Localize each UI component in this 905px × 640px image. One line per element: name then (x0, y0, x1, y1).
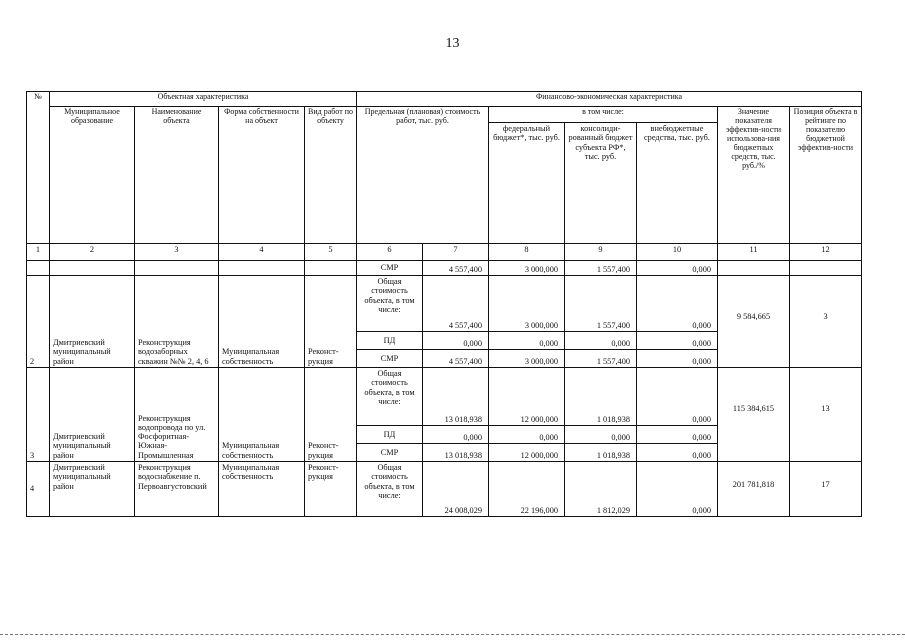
row-number: 3 (27, 368, 50, 462)
col-header-federal: федеральный бюджет*, тыс. руб. (489, 123, 565, 244)
col-header-work-type: Вид работ по объекту (305, 107, 357, 244)
table-row (27, 276, 862, 332)
cost-federal: 3 000,000 (489, 350, 565, 368)
ownership-cell: Муниципальная собственность (219, 276, 305, 368)
column-number: 11 (718, 244, 790, 261)
row-number: 2 (27, 276, 50, 368)
cost-federal: 0,000 (489, 332, 565, 350)
work-type-label: ПД (357, 332, 423, 350)
column-number: 4 (219, 244, 305, 261)
ownership-cell: Муниципальная собственность (219, 462, 305, 517)
cost-total: 13 018,938 (423, 368, 489, 426)
work-type-label: Общая стоимость объекта, в том числе: (357, 368, 423, 426)
work-type-label: СМР (357, 350, 423, 368)
object-name-cell: Реконструкция водоснабжение п. Первоавгустовский (135, 462, 219, 517)
cost-extrabudget: 0,000 (637, 426, 718, 444)
cost-federal: 12 000,000 (489, 444, 565, 462)
work-type-label: СМР (357, 444, 423, 462)
cost-consolidated: 0,000 (565, 332, 637, 350)
column-number: 3 (135, 244, 219, 261)
cost-total: 0,000 (423, 332, 489, 350)
rank-value: 13 (790, 368, 862, 462)
col-header-consolidated: консолиди-рованный бюджет субъекта РФ*, тыс. руб. (565, 123, 637, 244)
cost-extrabudget: 0,000 (637, 332, 718, 350)
column-number: 2 (50, 244, 135, 261)
column-number: 10 (637, 244, 718, 261)
work-type-cell: Реконст-рукция (305, 276, 357, 368)
work-type-label: ПД (357, 426, 423, 444)
table-row (27, 462, 862, 517)
cost-consolidated: 1 557,400 (565, 261, 637, 276)
efficiency-value: 9 584,665 (718, 276, 790, 368)
column-number: 9 (565, 244, 637, 261)
column-number: 7 (423, 244, 489, 261)
group-header-finance: Финансово-экономическая характеристика (357, 92, 862, 107)
work-type-label: СМР (357, 261, 423, 276)
column-number: 5 (305, 244, 357, 261)
cost-federal: 0,000 (489, 426, 565, 444)
cost-consolidated: 1 018,938 (565, 444, 637, 462)
work-type-cell: Реконст-рукция (305, 462, 357, 517)
municipality-cell: Дмитриевский муниципальный район (50, 462, 135, 517)
scan-edge-line (0, 634, 905, 636)
municipality-cell: Дмитриевский муниципальный район (50, 368, 135, 462)
cost-federal: 3 000,000 (489, 276, 565, 332)
object-finance-table (26, 91, 862, 517)
cost-consolidated: 1 557,400 (565, 276, 637, 332)
col-header-ownership: Форма собственности на объект (219, 107, 305, 244)
column-number: 6 (357, 244, 423, 261)
column-number: 12 (790, 244, 862, 261)
rank-value: 3 (790, 276, 862, 368)
col-header-municipality: Муниципальное образование (50, 107, 135, 244)
cost-extrabudget: 0,000 (637, 462, 718, 517)
cost-extrabudget: 0,000 (637, 276, 718, 332)
cost-total: 4 557,400 (423, 350, 489, 368)
object-name-cell: Реконструкция водозаборных скважин №№ 2, 4, 6 (135, 276, 219, 368)
work-type-label: Общая стоимость объекта, в том числе: (357, 462, 423, 517)
col-header-extrabudget: внебюджетные средства, тыс. руб. (637, 123, 718, 244)
work-type-label: Общая стоимость объекта, в том числе: (357, 276, 423, 332)
rank-value: 17 (790, 462, 862, 517)
header-subgroup-row (27, 107, 862, 123)
cost-extrabudget: 0,000 (637, 261, 718, 276)
cost-total: 13 018,938 (423, 444, 489, 462)
cost-total: 24 008,029 (423, 462, 489, 517)
header-group-row (27, 92, 862, 107)
cost-extrabudget: 0,000 (637, 350, 718, 368)
cost-total: 0,000 (423, 426, 489, 444)
efficiency-value: 201 781,818 (718, 462, 790, 517)
cost-extrabudget: 0,000 (637, 444, 718, 462)
cost-consolidated: 1 812,029 (565, 462, 637, 517)
col-header-no: № (27, 92, 50, 244)
cost-federal: 12 000,000 (489, 368, 565, 426)
col-header-efficiency: Значение показателя эффектив-ности использова-ния бюджетных средств, тыс. руб./% (718, 107, 790, 244)
efficiency-value: 115 384,615 (718, 368, 790, 462)
cost-total: 4 557,400 (423, 261, 489, 276)
work-type-cell: Реконст-рукция (305, 368, 357, 462)
table-row (27, 368, 862, 426)
municipality-cell: Дмитриевский муниципальный район (50, 276, 135, 368)
cost-federal: 3 000,000 (489, 261, 565, 276)
column-number: 8 (489, 244, 565, 261)
cost-consolidated: 0,000 (565, 426, 637, 444)
col-header-object-name: Наименование объекта (135, 107, 219, 244)
object-name-cell: Реконструкция водопровода по ул. Фосфоритная-Южная-Промышленная (135, 368, 219, 462)
col-header-rank: Позиция объекта в рейтинге по показателю бюджетной эффектив-ности (790, 107, 862, 244)
group-header-object: Объектная характеристика (50, 92, 357, 107)
col-header-cost-limit: Предельная (плановая) стоимость работ, тыс. руб. (357, 107, 489, 244)
cost-total: 4 557,400 (423, 276, 489, 332)
page-number: 13 (445, 36, 460, 51)
carry-over-row (27, 261, 862, 276)
column-number-row (27, 244, 862, 261)
cost-consolidated: 1 557,400 (565, 350, 637, 368)
ownership-cell: Муниципальная собственность (219, 368, 305, 462)
subgroup-header-in-that-number: в том числе: (489, 107, 718, 123)
cost-federal: 22 196,000 (489, 462, 565, 517)
row-number: 4 (27, 462, 50, 517)
cost-extrabudget: 0,000 (637, 368, 718, 426)
column-number: 1 (27, 244, 50, 261)
cost-consolidated: 1 018,938 (565, 368, 637, 426)
